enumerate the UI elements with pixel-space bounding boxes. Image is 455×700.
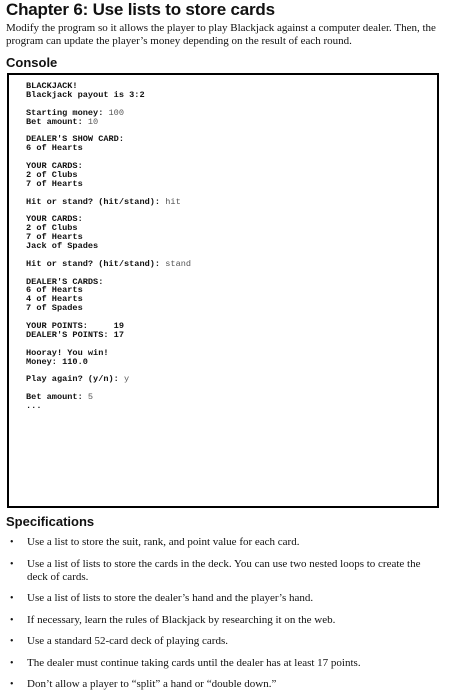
spec-text: Use a list of lists to store the cards in the deck. You can use two nested loops to create the deck of cards. xyxy=(27,557,421,583)
bullet-icon: • xyxy=(10,636,14,647)
console-output-text: Money: 110.0 xyxy=(26,356,88,367)
console-output-text: DEALER'S CARDS: xyxy=(26,276,104,287)
console-output-text: ... xyxy=(26,401,42,412)
console-line xyxy=(26,331,191,340)
console-output-text: Bet amount: xyxy=(26,392,88,403)
console-output-text: 7 of Spades xyxy=(26,303,83,314)
console-output-text: Play again? (y/n): xyxy=(26,374,124,385)
console-output-text: 7 of Hearts xyxy=(26,232,83,243)
bullet-icon: • xyxy=(10,537,14,548)
bullet-icon: • xyxy=(10,558,14,570)
console-output-text: 4 of Hearts xyxy=(26,294,83,305)
bullet-icon: • xyxy=(10,593,14,604)
chapter-title: Chapter 6: Use lists to store cards xyxy=(6,0,275,19)
console-output-text: YOUR CARDS: xyxy=(26,214,83,225)
spec-item xyxy=(0,657,455,670)
console-output-text: Hit or stand? (hit/stand): xyxy=(26,258,166,269)
spec-text: Don’t allow a player to “split” a hand or “double down.” xyxy=(27,678,277,690)
console-line xyxy=(26,402,191,411)
spec-text: Use a standard 52-card deck of playing cards. xyxy=(27,635,228,647)
bullet-icon: • xyxy=(10,614,14,626)
console-line xyxy=(26,260,191,269)
spec-item xyxy=(0,558,455,584)
console-user-input: 100 xyxy=(108,107,124,118)
console-output-text: Bet amount: xyxy=(26,116,88,127)
console-output-text: DEALER'S POINTS: 17 xyxy=(26,329,124,340)
console-output-text: Starting money: xyxy=(26,107,109,118)
console-output-text: Hit or stand? (hit/stand): xyxy=(26,196,166,207)
console-user-input: stand xyxy=(165,258,192,269)
console-line xyxy=(26,118,191,127)
console-user-input: 10 xyxy=(87,116,99,127)
console-output-text: Jack of Spades xyxy=(26,241,99,252)
console-user-input: y xyxy=(124,374,130,385)
console-line xyxy=(26,242,191,251)
spec-item xyxy=(0,536,455,549)
console-output-text: YOUR CARDS: xyxy=(26,161,83,172)
spec-item xyxy=(0,635,455,648)
spec-item xyxy=(0,678,455,691)
bullet-icon: • xyxy=(10,657,14,669)
console-output-box xyxy=(7,73,439,508)
console-line xyxy=(26,91,191,100)
console-line xyxy=(26,375,191,384)
console-output-text: 7 of Hearts xyxy=(26,178,83,189)
console-line xyxy=(26,393,191,402)
console-output-text: 2 of Clubs xyxy=(26,223,78,234)
console-heading: Console xyxy=(6,55,58,70)
console-output-text: 6 of Hearts xyxy=(26,285,83,296)
console-line xyxy=(26,304,191,313)
bullet-icon: • xyxy=(10,679,14,690)
console-user-input: hit xyxy=(165,196,181,207)
console-output-text: DEALER'S SHOW CARD: xyxy=(26,134,124,145)
console-output-text: Blackjack payout is 3:2 xyxy=(26,89,145,100)
spec-text: If necessary, learn the rules of Blackjack by researching it on the web. xyxy=(27,613,336,626)
console-output-text: YOUR POINTS: 19 xyxy=(26,321,124,332)
intro-paragraph: Modify the program so it allows the player to play Blackjack against a computer dealer. Then, the program can update the player’s money depending on the result of each round. xyxy=(6,22,436,47)
specifications-heading: Specifications xyxy=(6,514,95,529)
spec-text: The dealer must continue taking cards until the dealer has at least 17 points. xyxy=(27,656,361,669)
spec-item xyxy=(0,592,455,605)
console-line xyxy=(26,180,191,189)
console-line xyxy=(26,358,191,367)
console-output-text: BLACKJACK! xyxy=(26,81,78,91)
console-user-input: 5 xyxy=(87,392,94,403)
specifications-list xyxy=(0,536,455,700)
spec-text: Use a list to store the suit, rank, and point value for each card. xyxy=(27,536,300,548)
console-line xyxy=(26,198,191,207)
console-output-text: Hooray! You win! xyxy=(26,347,109,358)
console-output-text: 6 of Hearts xyxy=(26,143,83,154)
console-output-text: 2 of Clubs xyxy=(26,169,78,180)
console-lines xyxy=(26,82,191,411)
console-line xyxy=(26,144,191,153)
spec-item xyxy=(0,614,455,627)
spec-text: Use a list of lists to store the dealer’s hand and the player’s hand. xyxy=(27,592,314,604)
